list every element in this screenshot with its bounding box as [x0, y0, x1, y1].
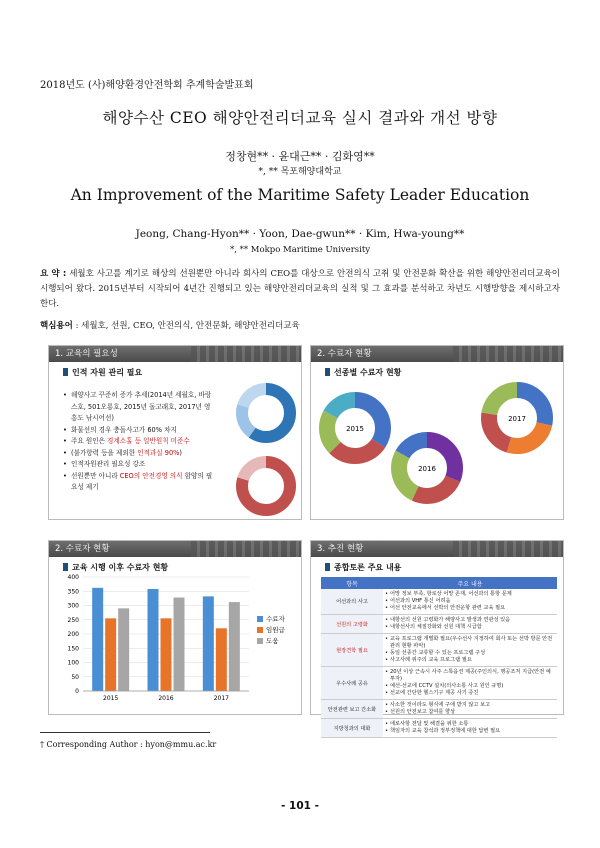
list-item: • 어선과의 VHF 통신 어려움: [385, 598, 555, 605]
bullet-text: 주요 원인은: [71, 437, 108, 445]
panel-subhead: 인적 자원 관리 필요: [63, 367, 301, 378]
table-cell-item: 지방청과의 대화: [321, 719, 383, 738]
bullet-item: [63, 436, 213, 448]
list-item: • 책임자의 교육 참석과 정부정책에 대한 답변 필요: [385, 728, 555, 735]
panel-education-need: [48, 345, 302, 520]
donut-2015: [327, 400, 383, 456]
page-number: - 101 -: [281, 800, 319, 812]
table-cell-content: [383, 700, 557, 719]
bullet-text: (불가항력 등을 제외한: [71, 448, 138, 457]
y-tick-label: 100: [67, 659, 79, 667]
legend-label: 임원급: [266, 626, 285, 634]
table-row: [321, 667, 557, 700]
table-cell-item: 우수사례 공유: [321, 667, 383, 700]
table-cell-item: 현장견학 필요: [321, 634, 383, 667]
bar-0: [203, 596, 214, 691]
list-item: • 내항선의 선원 고령화가 해양사고 발생과 연관성 있음: [385, 617, 555, 624]
table-row: [321, 719, 557, 738]
label-2016: 2016: [418, 465, 436, 473]
bar-1: [161, 618, 172, 691]
legend-swatch: [257, 616, 263, 622]
list-item: • 선교에 간단한 헬스기구 제공 사기 증진: [385, 690, 555, 697]
list-item: • 20년 이상 근속시 사주 스톡옵션 제공(주인의식, 행공조직 지급(안전 예 투자): [385, 669, 555, 683]
list-item: • 예선-선교에 CCTV 설치(의사소통 사고 원인 규명): [385, 683, 555, 690]
legend-swatch: [257, 627, 263, 633]
table-row: [321, 634, 557, 667]
bar-2: [174, 598, 185, 691]
affiliation-korean: *, ** 목포해양대학교: [258, 167, 342, 177]
year-donuts: [311, 376, 565, 521]
bullet-item: • 화물선의 경우 충돌사고가 60% 차지: [63, 425, 213, 437]
bullet-list: [63, 390, 213, 494]
bullet-highlight: 경계소홀 등 일반원칙 미준수: [107, 437, 190, 445]
list-item: • 내항선사의 체질강화와 선원 대책 시급함: [385, 624, 555, 631]
bullet-item: [63, 448, 213, 460]
panel-bar-decoration: [191, 346, 301, 362]
panel-bar: [311, 541, 563, 557]
table-header-content: 주요 내용: [383, 577, 557, 589]
keywords-text: : 세월호, 선원, CEO, 안전의식, 안전문화, 해양안전리더교육: [75, 321, 300, 331]
panel-discussion: [310, 540, 564, 734]
y-tick-label: 400: [67, 574, 79, 581]
list-item: • 교육 프로그램 개별화 필요(우수선사 지정하여 회사 또는 선박 방문 안전관리 현황 파악): [385, 636, 555, 650]
panel-title: 1. 교육의 필요성: [55, 349, 118, 359]
panel-bar: [311, 346, 563, 362]
panel-bar: [49, 541, 301, 557]
bar-2: [229, 602, 240, 691]
legend-swatch: [257, 638, 263, 644]
y-tick-label: 250: [67, 616, 79, 624]
y-tick-label: 0: [75, 688, 79, 695]
panel-subhead: 선종별 수료자 현황: [325, 367, 563, 378]
list-item: • 어망 정보 부족, 항로상 어망 존재, 어선과의 통항 문제: [385, 591, 555, 598]
panel-bar: [49, 346, 301, 362]
panel-title: 2. 수료자 현황: [317, 349, 372, 359]
table-cell-content: [383, 634, 557, 667]
keywords-label: 핵심용어: [40, 321, 73, 331]
bar-1: [216, 628, 227, 691]
table-row: [321, 589, 557, 615]
table-row: [321, 615, 557, 634]
panel-subhead: 종합토론 주요 내용: [325, 562, 563, 573]
title-english: An Improvement of the Maritime Safety Leader Education: [70, 186, 530, 204]
bullet-item: • 인적자원관리 필요성 강조: [63, 459, 213, 471]
list-item: • 사소한 것이라도 형식에 구애 받지 않고 보고: [385, 702, 555, 709]
y-tick-label: 150: [67, 645, 79, 653]
table-cell-content: [383, 589, 557, 615]
panel-subhead: 교육 시행 이후 수료자 현황: [63, 562, 301, 573]
y-tick-label: 350: [67, 588, 79, 596]
panel-bar-decoration: [453, 541, 563, 557]
bar-0: [148, 589, 159, 691]
bar-2: [118, 608, 129, 691]
list-item: • 어선 안전교육에서 선박의 안전운항 관련 교육 필요: [385, 605, 555, 612]
list-item: • 사고사례 위주의 교육 프로그램 필요: [385, 657, 555, 664]
conference-header: 2018년도 (사)해양환경안전학회 추계학술발표회: [40, 80, 254, 91]
affiliation-english: *, ** Mokpo Maritime University: [229, 245, 371, 255]
bar-0: [92, 588, 103, 691]
panel-trainee-chart: [48, 540, 302, 715]
authors-korean: 정창현** · 윤대근** · 김화영**: [225, 150, 375, 163]
label-2015: 2015: [346, 425, 364, 433]
y-tick-label: 50: [71, 673, 79, 681]
keywords: [40, 319, 300, 331]
x-tick-label: 2016: [158, 695, 174, 702]
authors-english: Jeong, Chang-Hyon** · Yoon, Dae-gwun** · Kim, Hwa-young**: [135, 228, 465, 240]
bullet-text: 선원뿐만 아니라: [71, 471, 120, 480]
table-cell-item: 안전관련 보고 간소화: [321, 700, 383, 719]
bullet-text: ): [179, 448, 182, 457]
panel-bar-decoration: [191, 541, 301, 557]
bar-1: [105, 618, 116, 691]
list-item: • 선원의 안전보고 참여를 향상: [385, 709, 555, 716]
bullet-highlight: 인적과실 90%: [137, 448, 180, 457]
bullet-text: 함양의 필요성 제기: [71, 471, 213, 491]
panel-trainee-by-ship: [310, 345, 564, 520]
abstract-label: 요 약 :: [40, 269, 67, 279]
table-header-item: 항목: [321, 577, 383, 589]
table-cell-item: 선원의 고령화: [321, 615, 383, 634]
bullet-highlight: CEO의 안전경영 의식: [119, 471, 183, 480]
bullet-item: [63, 471, 213, 494]
list-item: • 애로사항 전달 및 해결을 위한 소통: [385, 721, 555, 728]
x-tick-label: 2017: [213, 695, 229, 702]
list-item: • 동일 선종간 교류할 수 있는 프로그램 구성: [385, 650, 555, 657]
panel-bar-decoration: [453, 346, 563, 362]
title-korean: 해양수산 CEO 해양안전리더교육 실시 결과와 개선 방향: [102, 109, 498, 127]
bar-chart: [49, 571, 303, 716]
table-cell-content: [383, 615, 557, 634]
table-row: [321, 700, 557, 719]
legend-label: 도움: [266, 637, 279, 645]
abstract-text: 세월호 사고를 계기로 해상의 선원뿐만 아니라 회사의 CEO를 대상으로 안전의식 고취 및 안전문화 확산을 위한 해양안전리더교육이 시행되어 왔다. 2015년부터 시작되어 4년간 진행되고 있는 해양안전리더교육의 실적 및 그 효과를 분석하고 차년도 시행방향을 제시하고자 한다.: [40, 269, 561, 309]
abstract: [40, 267, 560, 312]
label-2017: 2017: [508, 415, 526, 423]
donut-top: [242, 389, 290, 437]
y-tick-label: 300: [67, 602, 79, 610]
footnote-divider: [40, 732, 210, 733]
bullet-item: • 해양사고 꾸준히 증가 추세(2014년 세월호, 바랑스호, 501오룡호, 2015년 돌고래호, 2017년 영흥도 낚시어선): [63, 390, 213, 425]
footnote: † Corresponding Author : hyon@mmu.ac.kr: [40, 740, 217, 749]
donut-bottom: [242, 462, 290, 510]
donut-2017: [489, 390, 545, 446]
legend-label: 수료자: [266, 615, 285, 623]
panel-title: 2. 수료자 현황: [55, 544, 110, 554]
y-tick-label: 200: [67, 631, 79, 638]
discussion-table: [321, 577, 557, 738]
table-cell-content: [383, 719, 557, 738]
x-tick-label: 2015: [103, 695, 119, 702]
donut-charts: [224, 368, 302, 518]
panel-title: 3. 추진 현황: [317, 544, 364, 554]
table-cell-content: [383, 667, 557, 700]
table-cell-item: 어선과의 사고: [321, 589, 383, 615]
donut-2016: [399, 440, 455, 496]
